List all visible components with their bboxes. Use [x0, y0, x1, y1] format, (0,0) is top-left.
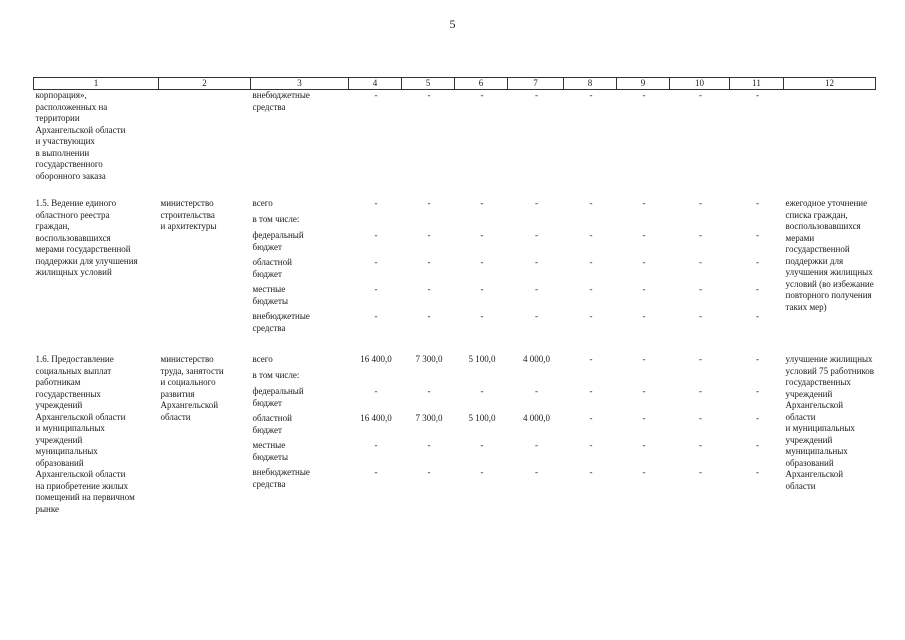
value [351, 214, 402, 230]
value: - [480, 230, 484, 240]
value: - [589, 354, 593, 364]
executor: министерство строительства и архитектуры [160, 198, 217, 231]
value-cell [564, 354, 617, 515]
value: - [480, 90, 484, 100]
value: - [756, 257, 759, 267]
value: - [699, 413, 702, 423]
value: - [642, 90, 646, 100]
measure-name: 1.6. Предоставление социальных выплат работникам государственных учреждений Архангельской области и муниципальных учреждений муниципальных образований Архангельской области на приобретение жилых помещений на первичном рынке [35, 354, 135, 514]
value: - [756, 230, 759, 240]
value: - [589, 198, 593, 208]
value: 5 100,0 [468, 354, 496, 364]
value-cell [402, 354, 455, 515]
value: - [642, 413, 646, 423]
value: - [374, 467, 378, 477]
value: - [427, 90, 431, 100]
value: - [374, 90, 378, 100]
value: 16 400,0 [360, 354, 392, 364]
value: - [427, 440, 431, 450]
value-cell [455, 198, 508, 338]
value: 5 100,0 [468, 413, 496, 423]
value: - [642, 354, 646, 364]
value: - [642, 440, 646, 450]
value-cell [670, 354, 730, 515]
value: - [756, 284, 759, 294]
funding-source: в том числе: [252, 370, 300, 380]
funding-source: областной бюджет [252, 413, 292, 435]
value: - [756, 90, 759, 100]
col-header: 1 [34, 78, 159, 90]
value: - [427, 311, 431, 321]
value-cell [349, 198, 402, 338]
value-cell [617, 198, 670, 338]
col-header: 8 [564, 78, 617, 90]
measure-name: корпорация», расположенных на территории Архангельской области и участвующих в выполнении государственного оборонного заказа [35, 90, 126, 181]
value: - [756, 311, 759, 321]
col-header: 9 [617, 78, 670, 90]
value-cell [402, 90, 455, 183]
value: 16 400,0 [360, 413, 392, 423]
value: - [699, 354, 702, 364]
value: - [642, 230, 646, 240]
value-cell [349, 90, 402, 183]
value: - [535, 230, 538, 240]
value-cell [508, 354, 564, 515]
value-cell [730, 198, 784, 338]
value: - [374, 386, 378, 396]
value: - [699, 90, 702, 100]
value: 7 300,0 [415, 413, 443, 423]
value: - [699, 230, 702, 240]
value: 4 000,0 [523, 354, 550, 364]
value: - [374, 284, 378, 294]
value: - [535, 284, 538, 294]
value [672, 370, 730, 386]
value: - [642, 284, 646, 294]
value: - [480, 440, 484, 450]
value: - [589, 386, 593, 396]
value: - [756, 386, 759, 396]
value [510, 370, 564, 386]
value: - [374, 198, 378, 208]
value: 7 300,0 [415, 354, 443, 364]
funding-source: федеральный бюджет [252, 230, 304, 252]
value [566, 214, 617, 230]
value [732, 370, 784, 386]
value [404, 370, 455, 386]
value-cell [455, 354, 508, 515]
value: - [535, 440, 538, 450]
program-table [33, 77, 876, 515]
value [619, 370, 670, 386]
value: - [427, 230, 431, 240]
funding-source: федеральный бюджет [252, 386, 304, 408]
col-header: 2 [159, 78, 251, 90]
col-header: 5 [402, 78, 455, 90]
value-cell [455, 90, 508, 183]
value-cell [564, 198, 617, 338]
value-cell [617, 90, 670, 183]
value: - [589, 311, 593, 321]
value: - [589, 90, 593, 100]
value: - [374, 230, 378, 240]
header-row [34, 78, 876, 90]
value: - [589, 467, 593, 477]
executor [159, 90, 251, 183]
value: - [480, 467, 484, 477]
measure-name: 1.5. Ведение единого областного реестра граждан, воспользовавшихся мерами государственной поддержки для улучшения жилищных условий [35, 198, 138, 277]
value: - [480, 386, 484, 396]
value-cell [730, 90, 784, 183]
value: - [427, 386, 431, 396]
funding-sources [251, 90, 349, 183]
funding-source: областной бюджет [252, 257, 292, 279]
value-cell [508, 90, 564, 183]
value-cell [564, 90, 617, 183]
value: - [699, 386, 702, 396]
value: - [427, 467, 431, 477]
value-cell [670, 198, 730, 338]
value: - [756, 467, 759, 477]
table-row [34, 90, 876, 183]
value: - [374, 311, 378, 321]
value: - [480, 257, 484, 267]
funding-source: внебюджетные средства [252, 467, 310, 489]
funding-source: местные бюджеты [252, 284, 288, 306]
value [510, 214, 564, 230]
value: - [535, 467, 538, 477]
funding-source: всего [252, 198, 273, 208]
funding-source: внебюджетные средства [252, 90, 310, 112]
value-cell [402, 198, 455, 338]
value: - [642, 386, 646, 396]
value-cell [670, 90, 730, 183]
value: - [374, 257, 378, 267]
value [457, 214, 508, 230]
value: - [642, 198, 646, 208]
value: - [427, 198, 431, 208]
funding-source: местные бюджеты [252, 440, 288, 462]
value [732, 214, 784, 230]
col-header: 6 [455, 78, 508, 90]
value: - [535, 257, 538, 267]
value: - [756, 198, 759, 208]
funding-source: всего [252, 354, 273, 364]
value: - [480, 198, 484, 208]
col-header: 7 [508, 78, 564, 90]
value: - [756, 354, 759, 364]
table-row [34, 354, 876, 515]
value [672, 214, 730, 230]
page-number: 5 [449, 17, 456, 31]
value: - [699, 284, 702, 294]
col-header: 4 [349, 78, 402, 90]
value: - [642, 257, 646, 267]
value [457, 370, 508, 386]
value: - [535, 90, 538, 100]
value: - [535, 198, 538, 208]
value: - [699, 257, 702, 267]
value: - [756, 440, 759, 450]
value: - [480, 311, 484, 321]
value: - [699, 467, 702, 477]
value: - [756, 413, 759, 423]
expected-result: улучшение жилищных условий 75 работников государственных учреждений Архангельской области и муниципальных учреждений муниципальных образований Архангельской области [785, 354, 875, 491]
value: 4 000,0 [523, 413, 550, 423]
value [351, 370, 402, 386]
table-row [34, 198, 876, 338]
value: - [699, 198, 702, 208]
funding-source: внебюджетные средства [252, 311, 310, 333]
col-header: 3 [251, 78, 349, 90]
value: - [589, 440, 593, 450]
value: - [699, 311, 702, 321]
value: - [427, 257, 431, 267]
expected-result [784, 90, 876, 183]
value [566, 370, 617, 386]
expected-result: ежегодное уточнение списка граждан, воспользовавшихся мерами государственной поддержки для улучшения жилищных условий (во избежание повторного получения таких мер) [785, 198, 874, 312]
value: - [642, 311, 646, 321]
value: - [480, 284, 484, 294]
value: - [589, 230, 593, 240]
value-cell [617, 354, 670, 515]
value-cell [508, 198, 564, 338]
col-header: 10 [670, 78, 730, 90]
value: - [535, 311, 538, 321]
funding-source: в том числе: [252, 214, 300, 224]
value: - [535, 386, 538, 396]
value: - [589, 413, 593, 423]
value: - [427, 284, 431, 294]
value [619, 214, 670, 230]
value: - [699, 440, 702, 450]
value: - [642, 467, 646, 477]
value: - [589, 284, 593, 294]
value-cell [349, 354, 402, 515]
value [404, 214, 455, 230]
funding-sources [251, 198, 349, 338]
value: - [374, 440, 378, 450]
funding-sources [251, 354, 349, 515]
value: - [589, 257, 593, 267]
col-header: 12 [784, 78, 876, 90]
col-header: 11 [730, 78, 784, 90]
value-cell [730, 354, 784, 515]
executor: министерство труда, занятости и социального развития Архангельской области [160, 354, 224, 422]
